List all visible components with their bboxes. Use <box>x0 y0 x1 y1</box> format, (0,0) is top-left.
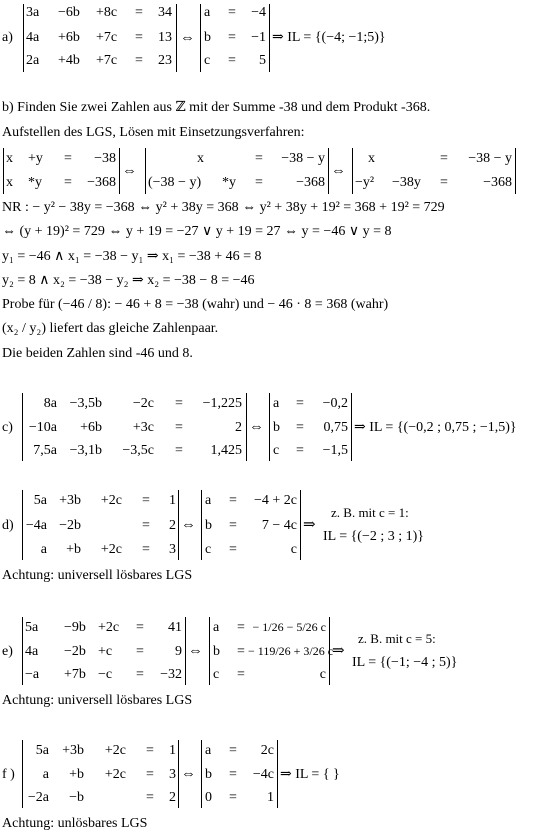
cell: x <box>368 151 375 166</box>
cell: = <box>175 443 183 458</box>
cell: +2c <box>104 743 126 758</box>
bar <box>329 617 330 685</box>
cell: −3,1b <box>69 443 102 458</box>
bar-right-a-res <box>269 4 270 72</box>
bar <box>22 617 23 685</box>
cell: c <box>205 542 212 557</box>
cell: +3b <box>62 743 84 758</box>
equiv-arrow: ⇔ <box>249 419 264 435</box>
cell: = <box>296 396 304 411</box>
cell: 8a <box>43 396 57 411</box>
cell: c <box>290 542 297 557</box>
cell: −368 <box>87 175 116 190</box>
method-b: Aufstellen des LGS, Lösen mit Einsetzungsverfahren: <box>2 125 305 140</box>
cell: 2a <box>26 53 40 68</box>
cell: −b <box>69 790 84 805</box>
cell: = <box>228 53 236 68</box>
cell: = <box>228 30 236 45</box>
res-a-eq: = <box>237 620 245 635</box>
cell: 3 <box>169 542 176 557</box>
bar <box>22 740 23 808</box>
bar <box>3 148 4 194</box>
cell: +4b <box>58 53 80 68</box>
cell: −2b <box>64 644 86 659</box>
cell: 2 <box>235 420 242 435</box>
cell: c <box>204 53 211 68</box>
cell: +2c <box>104 767 126 782</box>
cell: 1,425 <box>210 443 242 458</box>
cell: +6b <box>58 30 80 45</box>
cell: 5 <box>259 53 266 68</box>
cell: = <box>440 175 448 190</box>
cell: = <box>146 790 154 805</box>
cell: −1 <box>251 30 266 45</box>
cell: 2 <box>169 790 176 805</box>
res-a-lhs: a <box>213 620 220 635</box>
line-y1: y₁ = −46 ∧ x₁ = −38 − y₁ ⇒ x₁ = −38 + 46 = 8 <box>2 249 262 264</box>
bar <box>209 617 210 685</box>
cell: −4c <box>252 767 274 782</box>
cell: = <box>146 743 154 758</box>
bar <box>119 148 120 194</box>
cell: −10a <box>28 420 57 435</box>
cell: −1,225 <box>202 396 242 411</box>
cell: −38 − y <box>281 151 325 166</box>
cell: 41 <box>168 620 182 635</box>
cell: x <box>6 151 13 166</box>
cell: −y² <box>355 175 375 190</box>
bar <box>277 740 278 808</box>
cell: +2c <box>100 493 122 508</box>
answer-b: Die beiden Zahlen sind -46 und 8. <box>2 346 193 361</box>
cell: 5a <box>35 743 49 758</box>
cell: = <box>142 493 150 508</box>
label-f: f ) <box>2 767 15 782</box>
equiv-arrow: ⇔ <box>180 30 195 46</box>
cell: = <box>296 443 304 458</box>
cell: b <box>205 518 212 533</box>
implies-arrow: ⇒ <box>303 517 316 533</box>
cell: x <box>197 151 204 166</box>
cell: +8c <box>96 5 118 20</box>
cell: 2c <box>260 743 274 758</box>
cell: a <box>205 493 212 508</box>
cell: = <box>142 542 150 557</box>
cell: −1,5 <box>322 443 348 458</box>
note-f: Achtung: unlösbares LGS <box>2 816 148 831</box>
line-y2: y₂ = 8 ∧ x₂ = −38 − y₂ ⇒ x₂ = −38 − 8 = −46 <box>2 273 255 288</box>
cell: −3,5c <box>122 443 154 458</box>
cell: b <box>204 30 211 45</box>
cell: = <box>136 620 144 635</box>
cell: +y <box>28 151 43 166</box>
intro-b: b) Finden Sie zwei Zahlen aus ℤ mit der Summe -38 und dem Produkt -368. <box>2 100 431 115</box>
bar <box>201 490 202 560</box>
cell: = <box>64 151 72 166</box>
cell: = <box>229 493 237 508</box>
cell: = <box>136 667 144 682</box>
cell: +c <box>98 644 113 659</box>
cell: a <box>205 743 212 758</box>
cell: = <box>255 151 263 166</box>
res-a-rhs: − 1/26 − 5/26 c <box>252 620 326 634</box>
cell: x <box>6 175 13 190</box>
solution-a: ⇒ IL = {(−4; −1;5)} <box>272 30 386 45</box>
cell: −9b <box>64 620 86 635</box>
implies-arrow: ⇒ <box>332 643 345 659</box>
cell: 4a <box>25 644 39 659</box>
bar <box>515 148 516 194</box>
cell: = <box>255 175 263 190</box>
cell: = <box>229 518 237 533</box>
label-c: c) <box>2 420 13 435</box>
cell: = <box>296 420 304 435</box>
bar <box>351 393 352 461</box>
res-b-rhs: − 119/26 + 3/26 c <box>248 644 334 658</box>
cell: −2c <box>132 396 154 411</box>
bar <box>22 490 23 560</box>
equiv-arrow: ⇔ <box>188 643 203 659</box>
solution-e: IL = {(−1; −4 ; 5)} <box>352 655 458 670</box>
pair-line: (x₂ / y₂) liefert das gleiche Zahlenpaar. <box>2 321 219 336</box>
cell: = <box>229 767 237 782</box>
cell: −2a <box>27 790 49 805</box>
cell: −4 + 2c <box>253 493 297 508</box>
bar <box>22 393 23 461</box>
probe-line: Probe für (−46 / 8): − 46 + 8 = −38 (wahr) und − 46 · 8 = 368 (wahr) <box>2 297 389 312</box>
cell: −32 <box>160 667 182 682</box>
cell: −38 <box>94 151 116 166</box>
equiv-arrow: ⇔ <box>181 517 196 533</box>
cell: = <box>135 5 143 20</box>
cell: −368 <box>483 175 512 190</box>
cell: = <box>229 790 237 805</box>
cell: +3b <box>59 493 81 508</box>
cell: 0,75 <box>323 420 348 435</box>
res-b-lhs: b <box>213 644 220 659</box>
bar-left-a-res <box>200 4 201 72</box>
cell: *y <box>28 175 42 190</box>
cell: (−38 − y) <box>148 175 202 190</box>
bar <box>328 148 329 194</box>
cell: = <box>146 767 154 782</box>
res-c-rhs: c <box>319 667 326 682</box>
bar-right-a <box>176 4 177 72</box>
cell: 1 <box>169 743 176 758</box>
bar <box>300 490 301 560</box>
cell: 3 <box>169 767 176 782</box>
cell: a <box>204 5 211 20</box>
cell: a <box>42 767 49 782</box>
cell: = <box>175 420 183 435</box>
nr-line-2: ⇔ (y + 19)² = 729 ⇔ y + 19 = −27 ∨ y + 19 = 27 ⇔ y = −46 ∨ y = 8 <box>2 224 392 239</box>
cell: 9 <box>175 644 182 659</box>
cell: 13 <box>158 30 172 45</box>
cell: c <box>273 443 280 458</box>
equiv-arrow: ⇔ <box>181 766 196 782</box>
equiv-arrow: ⇔ <box>331 163 346 179</box>
cell: +7c <box>96 53 118 68</box>
cell: +7b <box>64 667 86 682</box>
bar <box>178 490 179 560</box>
cell: = <box>228 5 236 20</box>
cell: 4a <box>26 30 40 45</box>
cell: +b <box>66 542 81 557</box>
cell: = <box>440 151 448 166</box>
cell: 1 <box>169 493 176 508</box>
res-c-eq: = <box>237 667 245 682</box>
cell: = <box>229 743 237 758</box>
cell: = <box>135 30 143 45</box>
cell: +2c <box>98 620 120 635</box>
cell: 3a <box>26 5 40 20</box>
note-d: Achtung: universell lösbares LGS <box>2 568 193 583</box>
cell: +6b <box>80 420 102 435</box>
example-note-d: z. B. mit c = 1: <box>331 505 409 520</box>
label-e: e) <box>2 644 13 659</box>
cell: 7 − 4c <box>261 518 297 533</box>
cell: −c <box>98 667 113 682</box>
bar <box>145 148 146 194</box>
cell: −3,5b <box>69 396 102 411</box>
cell: a <box>40 542 47 557</box>
equiv-arrow: ⇔ <box>122 163 137 179</box>
bar <box>352 148 353 194</box>
cell: −38y <box>392 175 421 190</box>
label-a: a) <box>2 30 13 45</box>
note-e: Achtung: universell lösbares LGS <box>2 693 193 708</box>
cell: −38 − y <box>468 151 512 166</box>
label-d: d) <box>2 518 14 533</box>
cell: b <box>205 767 212 782</box>
cell: −368 <box>296 175 325 190</box>
cell: −a <box>25 667 40 682</box>
cell: = <box>135 53 143 68</box>
cell: = <box>229 542 237 557</box>
cell: 5a <box>25 620 39 635</box>
cell: *y <box>222 175 236 190</box>
cell: 2 <box>169 518 176 533</box>
cell: = <box>136 644 144 659</box>
cell: a <box>273 396 280 411</box>
cell: 23 <box>158 53 172 68</box>
cell: 0 <box>205 790 212 805</box>
res-c-lhs: c <box>213 667 220 682</box>
bar <box>185 617 186 685</box>
cell: +7c <box>96 30 118 45</box>
solution-c: ⇒ IL = {(−0,2 ; 0,75 ; −1,5)} <box>354 420 517 435</box>
cell: −0,2 <box>322 396 348 411</box>
res-b-eq: = <box>237 644 245 659</box>
cell: b <box>273 420 280 435</box>
cell: = <box>175 396 183 411</box>
cell: 7,5a <box>33 443 57 458</box>
cell: 34 <box>158 5 172 20</box>
solution-d: IL = {(−2 ; 3 ; 1)} <box>323 529 425 544</box>
cell: −2b <box>59 518 81 533</box>
bar <box>178 740 179 808</box>
nr-line-1: NR : − y² − 38y = −368 ⇔ y² + 38y = 368 ⇔ y² + 38y + 19² = 368 + 19² = 729 <box>2 200 445 215</box>
cell: −6b <box>58 5 80 20</box>
bar-left-a <box>23 4 24 72</box>
cell: +2c <box>100 542 122 557</box>
cell: = <box>142 518 150 533</box>
cell: 5a <box>33 493 47 508</box>
cell: +3c <box>132 420 154 435</box>
cell: 1 <box>267 790 274 805</box>
cell: = <box>64 175 72 190</box>
bar <box>201 740 202 808</box>
solution-f: ⇒ IL = { } <box>280 767 340 782</box>
cell: −4 <box>251 5 266 20</box>
cell: +b <box>69 767 84 782</box>
bar <box>246 393 247 461</box>
example-note-e: z. B. mit c = 5: <box>358 631 436 646</box>
cell: −4a <box>25 518 47 533</box>
bar <box>269 393 270 461</box>
